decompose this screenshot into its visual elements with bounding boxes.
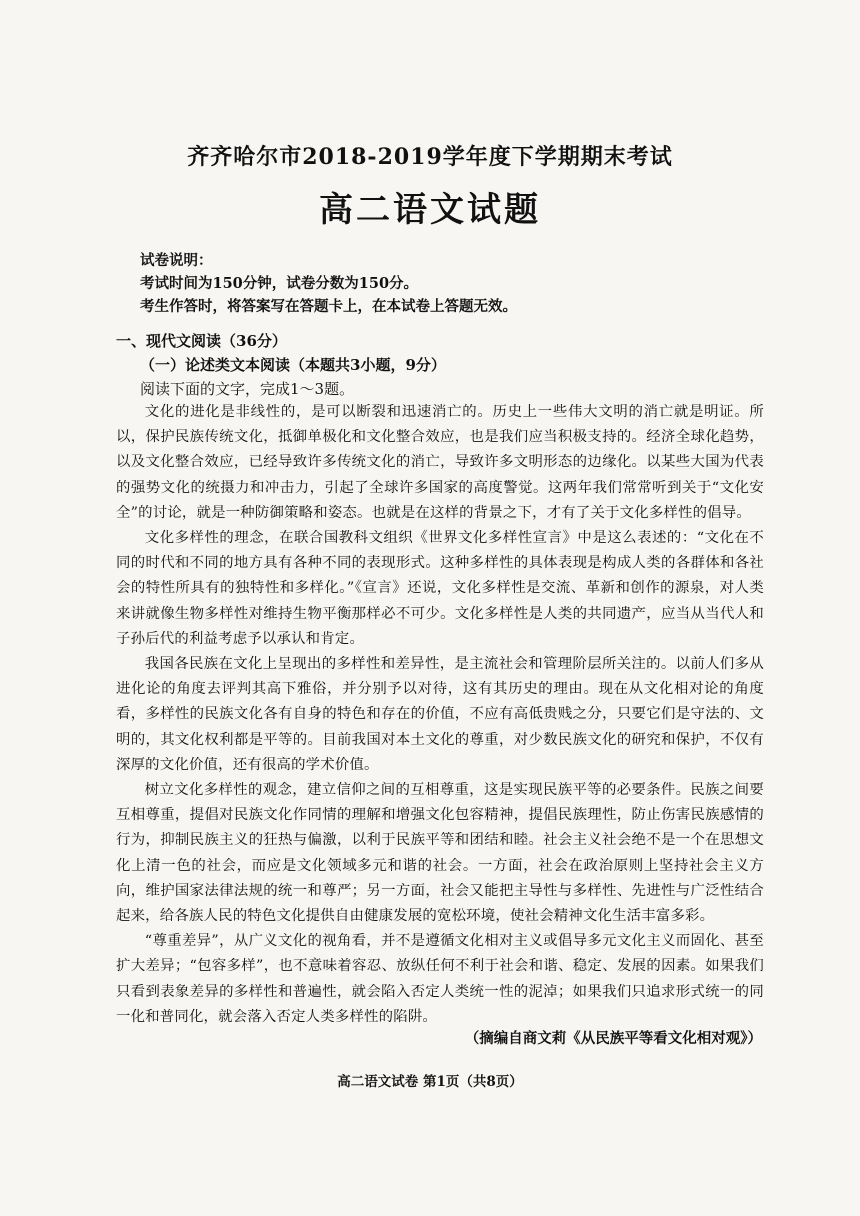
- passage-paragraph-3: 我国各民族在文化上呈现出的多样性和差异性，是主流社会和管理阶层所关注的。以前人们多从进化论的角度去评判其高下雅俗，并分别予以对待，这有其历史的理由。现在从文化相对论的角度看，多样性的民族文化各有自身的特色和存在的价值，不应有高低贵贱之分，只要它们是守法的、文明的，其文化权利都是平等的。目前我国对本土文化的尊重，对少数民族文化的研究和保护，不仅有深厚的文化价值，还有很高的学术价值。: [116, 656, 764, 773]
- passage-paragraph-4: 树立文化多样性的观念，建立信仰之间的互相尊重，这是实现民族平等的必要条件。民族之间要互相尊重，提倡对民族文化作同情的理解和增强文化包容精神，提倡民族理性，防止伤害民族感情的行为，抑制民族主义的狂热与偏激，以利于民族平等和团结和睦。社会主义社会绝不是一个在思想文化上清一色的社会，而应是文化领域多元和谐的社会。一方面，社会在政治原则上坚持社会主义方向，维护国家法律法规的统一和尊严；另一方面，社会又能把主导性与多样性、先进性与广泛性结合起来，给各族人民的特色文化提供自由健康发展的宽松环境，使社会精神文化生活丰富多彩。: [116, 782, 764, 925]
- passage-paragraph-1: 文化的进化是非线性的，是可以断裂和迅速消亡的。历史上一些伟大文明的消亡就是明证。所以，保护民族传统文化，抵御单极化和文化整合效应，也是我们应当积极支持的。经济全球化趋势，以及文化整合效应，已经导致许多传统文化的消亡，导致许多文明形态的边缘化。以某些大国为代表的强势文化的统摄力和冲击力，引起了全球许多国家的高度警觉。这两年我们常常听到关于“文化安全”的讨论，就是一种防御策略和姿态。也就是在这样的背景之下，才有了关于文化多样性的倡导。: [116, 404, 764, 521]
- page-footer: 高二语文试卷 第1页（共8页）: [337, 1074, 523, 1090]
- instructions-label: 试卷说明：: [140, 252, 213, 269]
- subject-title: 高二语文试题: [319, 190, 541, 230]
- instructions-line-2: 考生作答时，将答案写在答题卡上，在本试卷上答题无效。: [140, 298, 517, 315]
- instructions-line-1: 考试时间为150分钟，试卷分数为150分。: [140, 275, 419, 292]
- passage-citation: （摘编自商文莉《从民族平等看文化相对观》）: [464, 1030, 762, 1047]
- subsection-heading: （一）论述类文本阅读（本题共3小题，9分）: [140, 356, 446, 374]
- passage-paragraph-5: “尊重差异”，从广义文化的视角看，并不是遵循文化相对主义或倡导多元文化主义而固化、甚至扩大差异；“包容多样”，也不意味着容忍、放纵任何不利于社会和谐、稳定、发展的因素。如果我们只看到表象差异的多样性和普遍性，就会陷入否定人类统一性的泥淖；如果我们只追求形式统一的同一化和普同化，就会落入否定人类多样性的陷阱。: [116, 933, 764, 1025]
- section-heading: 一、现代文阅读（36分）: [116, 332, 287, 350]
- passage-paragraph-2: 文化多样性的理念，在联合国教科文组织《世界文化多样性宣言》中是这么表述的：“文化在不同的时代和不同的地方具有各种不同的表现形式。这种多样性的具体表现是构成人类的各群体和各社会的特性所具有的独特性和多样化。”《宣言》还说，文化多样性是交流、革新和创作的源泉，对人类来讲就像生物多样性对维持生物平衡那样必不可少。文化多样性是人类的共同遗产，应当从当代人和子孙后代的利益考虑予以承认和肯定。: [116, 530, 764, 647]
- reading-prompt: 阅读下面的文字，完成1～3题。: [140, 380, 355, 398]
- reading-passage: [116, 400, 764, 1030]
- exam-instructions: [140, 249, 780, 318]
- exam-title: 齐齐哈尔市2018-2019学年度下学期期末考试: [187, 144, 673, 170]
